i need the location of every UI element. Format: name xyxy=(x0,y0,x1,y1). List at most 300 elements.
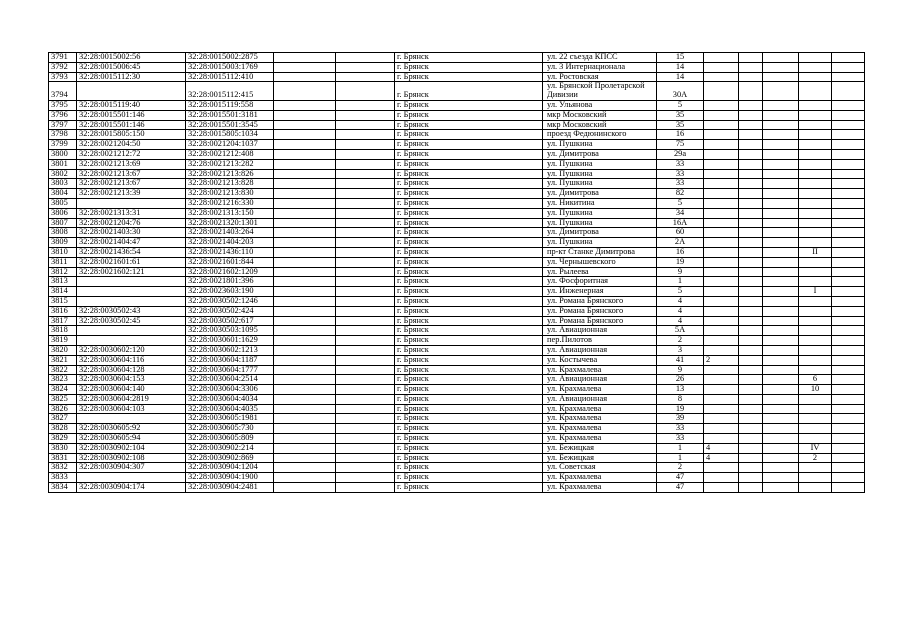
empty-cell xyxy=(739,385,763,395)
street-address-cell: ул. Бежицкая xyxy=(543,443,657,453)
table-row xyxy=(49,149,865,159)
house-number-cell: 1 xyxy=(657,443,704,453)
street-address-cell: ул. Романа Брянского xyxy=(543,296,657,306)
house-number-cell: 9 xyxy=(657,267,704,277)
empty-cell xyxy=(763,179,799,189)
table-row xyxy=(49,473,865,483)
new-cadastral-number-cell: 32:28:0015119:558 xyxy=(186,100,274,110)
row-number-cell: 3815 xyxy=(49,296,77,306)
house-number-cell: 41 xyxy=(657,355,704,365)
empty-cell xyxy=(763,287,799,297)
empty-cell xyxy=(739,414,763,424)
empty-cell xyxy=(739,218,763,228)
empty-cell xyxy=(763,189,799,199)
city-cell: г. Брянск xyxy=(395,483,543,493)
street-address-cell: ул. Крахмалева xyxy=(543,404,657,414)
extra-value-cell xyxy=(704,463,739,473)
table-row xyxy=(49,267,865,277)
table-row xyxy=(49,189,865,199)
extra-value-cell xyxy=(704,306,739,316)
extra-value-cell xyxy=(704,287,739,297)
city-cell: г. Брянск xyxy=(395,179,543,189)
empty-cell xyxy=(763,365,799,375)
empty-cell xyxy=(832,198,865,208)
extra-value-cell xyxy=(704,179,739,189)
old-cadastral-number-cell: 32:28:0030904:174 xyxy=(77,483,186,493)
old-cadastral-number-cell xyxy=(77,287,186,297)
empty-cell xyxy=(274,375,336,385)
city-cell: г. Брянск xyxy=(395,53,543,63)
street-address-cell: ул. Романа Брянского xyxy=(543,316,657,326)
extra-value-cell xyxy=(799,208,832,218)
new-cadastral-number-cell: 32:28:0030904:2481 xyxy=(186,483,274,493)
empty-cell xyxy=(336,326,395,336)
empty-cell xyxy=(336,198,395,208)
city-cell: г. Брянск xyxy=(395,394,543,404)
row-number-cell: 3804 xyxy=(49,189,77,199)
street-address-cell: ул. Советская xyxy=(543,463,657,473)
extra-value-cell xyxy=(704,228,739,238)
house-number-cell: 16 xyxy=(657,247,704,257)
new-cadastral-number-cell: 32:28:0021313:150 xyxy=(186,208,274,218)
city-cell: г. Брянск xyxy=(395,316,543,326)
city-cell: г. Брянск xyxy=(395,218,543,228)
empty-cell xyxy=(739,140,763,150)
new-cadastral-number-cell: 32:28:0030605:730 xyxy=(186,424,274,434)
empty-cell xyxy=(274,404,336,414)
empty-cell xyxy=(336,140,395,150)
empty-cell xyxy=(274,394,336,404)
empty-cell xyxy=(739,72,763,82)
city-cell: г. Брянск xyxy=(395,287,543,297)
new-cadastral-number-cell: 32:28:0030604:4035 xyxy=(186,404,274,414)
empty-cell xyxy=(739,473,763,483)
empty-cell xyxy=(739,110,763,120)
extra-value-cell xyxy=(799,345,832,355)
extra-value-cell xyxy=(704,267,739,277)
empty-cell xyxy=(763,336,799,346)
street-address-cell: ул. Романа Брянского xyxy=(543,306,657,316)
street-address-cell: ул. Ростовская xyxy=(543,72,657,82)
row-number-cell: 3811 xyxy=(49,257,77,267)
row-number-cell: 3803 xyxy=(49,179,77,189)
empty-cell xyxy=(763,326,799,336)
new-cadastral-number-cell: 32:28:0021403:264 xyxy=(186,228,274,238)
row-number-cell: 3833 xyxy=(49,473,77,483)
extra-value-cell xyxy=(799,394,832,404)
city-cell: г. Брянск xyxy=(395,463,543,473)
extra-value-cell: 4 xyxy=(704,443,739,453)
empty-cell xyxy=(336,208,395,218)
row-number-cell: 3829 xyxy=(49,434,77,444)
extra-value-cell xyxy=(704,169,739,179)
empty-cell xyxy=(336,62,395,72)
extra-value-cell xyxy=(799,149,832,159)
empty-cell xyxy=(336,296,395,306)
city-cell: г. Брянск xyxy=(395,365,543,375)
old-cadastral-number-cell: 32:28:0030605:94 xyxy=(77,434,186,444)
extra-value-cell xyxy=(704,326,739,336)
new-cadastral-number-cell: 32:28:0015501:3545 xyxy=(186,120,274,130)
new-cadastral-number-cell: 32:28:0015002:2875 xyxy=(186,53,274,63)
city-cell: г. Брянск xyxy=(395,434,543,444)
extra-value-cell xyxy=(799,53,832,63)
empty-cell xyxy=(763,208,799,218)
house-number-cell: 33 xyxy=(657,434,704,444)
house-number-cell: 33 xyxy=(657,424,704,434)
table-row xyxy=(49,483,865,493)
street-address-cell: ул. Пушкина xyxy=(543,238,657,248)
empty-cell xyxy=(832,453,865,463)
empty-cell xyxy=(336,434,395,444)
old-cadastral-number-cell: 32:28:0030605:92 xyxy=(77,424,186,434)
city-cell: г. Брянск xyxy=(395,208,543,218)
house-number-cell: 33 xyxy=(657,159,704,169)
house-number-cell: 5А xyxy=(657,326,704,336)
street-address-cell: ул. Ульянова xyxy=(543,100,657,110)
empty-cell xyxy=(274,424,336,434)
extra-value-cell xyxy=(799,267,832,277)
old-cadastral-number-cell: 32:28:0021213:39 xyxy=(77,189,186,199)
empty-cell xyxy=(739,316,763,326)
table-row xyxy=(49,218,865,228)
old-cadastral-number-cell: 32:28:0021204:50 xyxy=(77,140,186,150)
empty-cell xyxy=(336,463,395,473)
extra-value-cell xyxy=(704,149,739,159)
old-cadastral-number-cell: 32:28:0021601:61 xyxy=(77,257,186,267)
house-number-cell: 82 xyxy=(657,189,704,199)
city-cell: г. Брянск xyxy=(395,345,543,355)
empty-cell xyxy=(832,267,865,277)
city-cell: г. Брянск xyxy=(395,385,543,395)
new-cadastral-number-cell: 32:28:0021213:282 xyxy=(186,159,274,169)
street-address-cell: ул. Никитина xyxy=(543,198,657,208)
table-row xyxy=(49,198,865,208)
new-cadastral-number-cell: 32:28:0030604:3306 xyxy=(186,385,274,395)
extra-value-cell xyxy=(799,228,832,238)
empty-cell xyxy=(763,463,799,473)
empty-cell xyxy=(336,336,395,346)
city-cell: г. Брянск xyxy=(395,453,543,463)
new-cadastral-number-cell: 32:28:0021213:830 xyxy=(186,189,274,199)
new-cadastral-number-cell: 32:28:0030502:617 xyxy=(186,316,274,326)
empty-cell xyxy=(739,120,763,130)
extra-value-cell xyxy=(799,424,832,434)
extra-value-cell xyxy=(799,120,832,130)
extra-value-cell xyxy=(704,100,739,110)
extra-value-cell xyxy=(704,218,739,228)
new-cadastral-number-cell: 32:28:0030604:4034 xyxy=(186,394,274,404)
table-row xyxy=(49,72,865,82)
extra-value-cell xyxy=(704,277,739,287)
extra-value-cell: 2 xyxy=(704,355,739,365)
street-address-cell: ул. Авиационная xyxy=(543,345,657,355)
empty-cell xyxy=(832,140,865,150)
row-number-cell: 3818 xyxy=(49,326,77,336)
table-row xyxy=(49,394,865,404)
city-cell: г. Брянск xyxy=(395,355,543,365)
table-row xyxy=(49,238,865,248)
empty-cell xyxy=(274,159,336,169)
street-address-cell: ул. Костычева xyxy=(543,355,657,365)
empty-cell xyxy=(274,443,336,453)
extra-value-cell: 4 xyxy=(704,453,739,463)
empty-cell xyxy=(763,130,799,140)
extra-value-cell xyxy=(799,316,832,326)
house-number-cell: 2А xyxy=(657,238,704,248)
extra-value-cell xyxy=(704,140,739,150)
house-number-cell: 33 xyxy=(657,179,704,189)
new-cadastral-number-cell: 32:28:0015003:1769 xyxy=(186,62,274,72)
empty-cell xyxy=(739,355,763,365)
empty-cell xyxy=(274,473,336,483)
city-cell: г. Брянск xyxy=(395,228,543,238)
empty-cell xyxy=(739,149,763,159)
empty-cell xyxy=(832,394,865,404)
new-cadastral-number-cell: 32:28:0021601:844 xyxy=(186,257,274,267)
new-cadastral-number-cell: 32:28:0030502:1246 xyxy=(186,296,274,306)
empty-cell xyxy=(832,189,865,199)
row-number-cell: 3817 xyxy=(49,316,77,326)
empty-cell xyxy=(763,355,799,365)
empty-cell xyxy=(336,149,395,159)
old-cadastral-number-cell: 32:28:0030904:307 xyxy=(77,463,186,473)
empty-cell xyxy=(763,218,799,228)
row-number-cell: 3805 xyxy=(49,198,77,208)
city-cell: г. Брянск xyxy=(395,473,543,483)
empty-cell xyxy=(832,287,865,297)
empty-cell xyxy=(274,316,336,326)
empty-cell xyxy=(763,228,799,238)
empty-cell xyxy=(832,149,865,159)
row-number-cell: 3832 xyxy=(49,463,77,473)
house-number-cell: 47 xyxy=(657,473,704,483)
extra-value-cell xyxy=(704,159,739,169)
empty-cell xyxy=(739,326,763,336)
extra-value-cell xyxy=(799,306,832,316)
table-row xyxy=(49,159,865,169)
table-row xyxy=(49,208,865,218)
table-row xyxy=(49,453,865,463)
extra-value-cell xyxy=(704,198,739,208)
street-address-cell: ул. Крахмалева xyxy=(543,424,657,434)
row-number-cell: 3796 xyxy=(49,110,77,120)
empty-cell xyxy=(763,404,799,414)
empty-cell xyxy=(274,140,336,150)
table-row xyxy=(49,355,865,365)
empty-cell xyxy=(763,140,799,150)
empty-cell xyxy=(763,110,799,120)
new-cadastral-number-cell: 32:28:0021204:1037 xyxy=(186,140,274,150)
house-number-cell: 13 xyxy=(657,385,704,395)
empty-cell xyxy=(739,189,763,199)
empty-cell xyxy=(336,453,395,463)
new-cadastral-number-cell: 32:28:0030602:1213 xyxy=(186,345,274,355)
empty-cell xyxy=(832,228,865,238)
street-address-cell: ул. Димитрова xyxy=(543,149,657,159)
extra-value-cell xyxy=(704,345,739,355)
old-cadastral-number-cell: 32:28:0021602:121 xyxy=(77,267,186,277)
new-cadastral-number-cell: 32:28:0030503:1095 xyxy=(186,326,274,336)
row-number-cell: 3813 xyxy=(49,277,77,287)
empty-cell xyxy=(832,238,865,248)
empty-cell xyxy=(274,365,336,375)
street-address-cell: ул. Чернышевского xyxy=(543,257,657,267)
extra-value-cell xyxy=(704,424,739,434)
extra-value-cell xyxy=(799,434,832,444)
old-cadastral-number-cell xyxy=(77,336,186,346)
extra-value-cell xyxy=(799,72,832,82)
extra-value-cell xyxy=(799,189,832,199)
empty-cell xyxy=(274,483,336,493)
row-number-cell: 3801 xyxy=(49,159,77,169)
empty-cell xyxy=(763,169,799,179)
empty-cell xyxy=(739,365,763,375)
row-number-cell: 3814 xyxy=(49,287,77,297)
street-address-cell: ул. Пушкина xyxy=(543,159,657,169)
house-number-cell: 2 xyxy=(657,336,704,346)
house-number-cell: 29а xyxy=(657,149,704,159)
empty-cell xyxy=(832,159,865,169)
city-cell: г. Брянск xyxy=(395,149,543,159)
empty-cell xyxy=(336,247,395,257)
table-row xyxy=(49,228,865,238)
empty-cell xyxy=(336,159,395,169)
extra-value-cell xyxy=(704,110,739,120)
empty-cell xyxy=(832,72,865,82)
empty-cell xyxy=(763,267,799,277)
empty-cell xyxy=(739,404,763,414)
house-number-cell: 4 xyxy=(657,316,704,326)
street-address-cell: ул. Пушкина xyxy=(543,179,657,189)
city-cell: г. Брянск xyxy=(395,257,543,267)
new-cadastral-number-cell: 32:28:0023603:190 xyxy=(186,287,274,297)
house-number-cell: 26 xyxy=(657,375,704,385)
extra-value-cell: IV xyxy=(799,443,832,453)
table-row xyxy=(49,179,865,189)
empty-cell xyxy=(832,365,865,375)
table-body xyxy=(49,53,865,493)
old-cadastral-number-cell xyxy=(77,198,186,208)
empty-cell xyxy=(763,247,799,257)
row-number-cell: 3821 xyxy=(49,355,77,365)
empty-cell xyxy=(274,385,336,395)
table-row xyxy=(49,443,865,453)
old-cadastral-number-cell: 32:28:0030604:140 xyxy=(77,385,186,395)
empty-cell xyxy=(739,443,763,453)
empty-cell xyxy=(832,53,865,63)
extra-value-cell xyxy=(704,130,739,140)
empty-cell xyxy=(274,287,336,297)
new-cadastral-number-cell: 32:28:0030902:869 xyxy=(186,453,274,463)
extra-value-cell xyxy=(704,120,739,130)
new-cadastral-number-cell: 32:28:0015805:1034 xyxy=(186,130,274,140)
extra-value-cell xyxy=(799,296,832,306)
city-cell: г. Брянск xyxy=(395,110,543,120)
empty-cell xyxy=(832,375,865,385)
city-cell: г. Брянск xyxy=(395,267,543,277)
old-cadastral-number-cell: 32:28:0015006:45 xyxy=(77,62,186,72)
empty-cell xyxy=(274,345,336,355)
row-number-cell: 3795 xyxy=(49,100,77,110)
house-number-cell: 47 xyxy=(657,483,704,493)
extra-value-cell xyxy=(799,179,832,189)
empty-cell xyxy=(274,296,336,306)
extra-value-cell: 6 xyxy=(799,375,832,385)
city-cell: г. Брянск xyxy=(395,336,543,346)
empty-cell xyxy=(336,189,395,199)
house-number-cell: 34 xyxy=(657,208,704,218)
row-number-cell: 3808 xyxy=(49,228,77,238)
row-number-cell: 3820 xyxy=(49,345,77,355)
old-cadastral-number-cell: 32:28:0021213:69 xyxy=(77,159,186,169)
new-cadastral-number-cell: 32:28:0030904:1900 xyxy=(186,473,274,483)
old-cadastral-number-cell: 32:28:0030604:103 xyxy=(77,404,186,414)
house-number-cell: 19 xyxy=(657,404,704,414)
house-number-cell: 75 xyxy=(657,140,704,150)
old-cadastral-number-cell: 32:28:0030502:45 xyxy=(77,316,186,326)
city-cell: г. Брянск xyxy=(395,277,543,287)
empty-cell xyxy=(336,218,395,228)
row-number-cell: 3791 xyxy=(49,53,77,63)
house-number-cell: 4 xyxy=(657,296,704,306)
empty-cell xyxy=(274,257,336,267)
empty-cell xyxy=(336,110,395,120)
empty-cell xyxy=(763,149,799,159)
empty-cell xyxy=(739,257,763,267)
old-cadastral-number-cell: 32:28:0015119:40 xyxy=(77,100,186,110)
empty-cell xyxy=(832,434,865,444)
city-cell: г. Брянск xyxy=(395,100,543,110)
new-cadastral-number-cell: 32:28:0030601:1629 xyxy=(186,336,274,346)
new-cadastral-number-cell: 32:28:0021404:203 xyxy=(186,238,274,248)
empty-cell xyxy=(763,53,799,63)
empty-cell xyxy=(274,198,336,208)
empty-cell xyxy=(274,414,336,424)
empty-cell xyxy=(832,247,865,257)
street-address-cell: ул. Пушкина xyxy=(543,208,657,218)
house-number-cell: 1 xyxy=(657,277,704,287)
empty-cell xyxy=(763,385,799,395)
empty-cell xyxy=(336,72,395,82)
extra-value-cell xyxy=(704,189,739,199)
extra-value-cell xyxy=(704,385,739,395)
row-number-cell: 3825 xyxy=(49,394,77,404)
empty-cell xyxy=(832,336,865,346)
empty-cell xyxy=(763,394,799,404)
empty-cell xyxy=(763,238,799,248)
street-address-cell: проезд Федюнинского xyxy=(543,130,657,140)
new-cadastral-number-cell: 32:28:0030904:1204 xyxy=(186,463,274,473)
empty-cell xyxy=(832,326,865,336)
extra-value-cell: 2 xyxy=(799,453,832,463)
row-number-cell: 3834 xyxy=(49,483,77,493)
empty-cell xyxy=(739,62,763,72)
empty-cell xyxy=(739,394,763,404)
new-cadastral-number-cell: 32:28:0030902:214 xyxy=(186,443,274,453)
new-cadastral-number-cell: 32:28:0030605:1981 xyxy=(186,414,274,424)
empty-cell xyxy=(832,316,865,326)
new-cadastral-number-cell: 32:28:0021602:1209 xyxy=(186,267,274,277)
new-cadastral-number-cell: 32:28:0021801:396 xyxy=(186,277,274,287)
empty-cell xyxy=(832,345,865,355)
table-row xyxy=(49,130,865,140)
empty-cell xyxy=(832,473,865,483)
empty-cell xyxy=(763,100,799,110)
empty-cell xyxy=(739,267,763,277)
empty-cell xyxy=(832,355,865,365)
empty-cell xyxy=(832,424,865,434)
